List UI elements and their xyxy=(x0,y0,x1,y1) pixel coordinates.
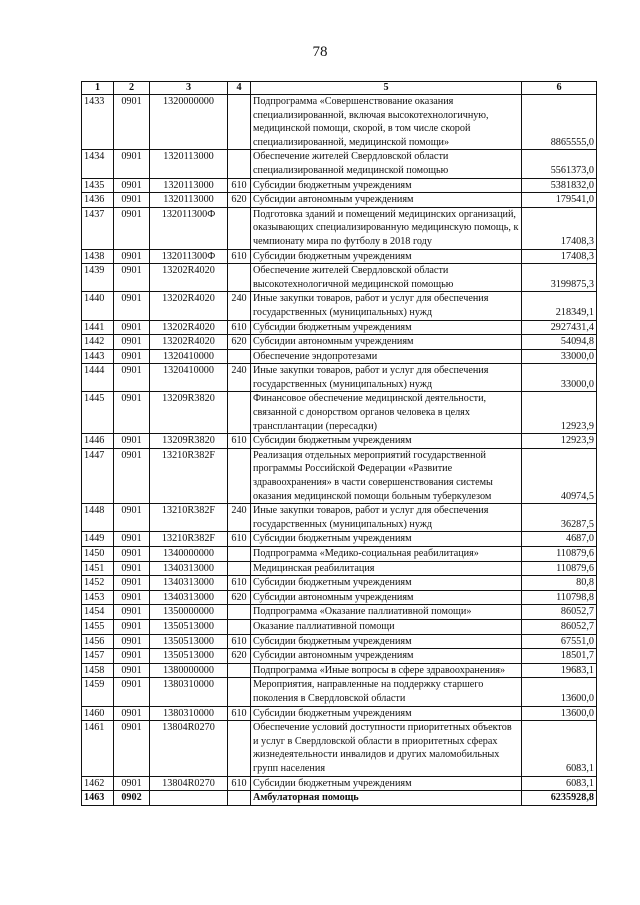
target-code-cell: 1350513000 xyxy=(150,619,228,634)
row-number-cell: 1439 xyxy=(82,264,114,292)
target-code-cell: 13202R4020 xyxy=(150,335,228,350)
target-code-cell: 13210R382F xyxy=(150,448,228,503)
amount-cell: 33000,0 xyxy=(522,364,597,392)
target-code-cell: 13804R0270 xyxy=(150,721,228,776)
row-number-cell: 1434 xyxy=(82,150,114,178)
section-code-cell: 0901 xyxy=(114,576,150,591)
expense-type-cell: 610 xyxy=(228,776,251,791)
amount-cell: 12923,9 xyxy=(522,434,597,449)
target-code-cell: 13209R3820 xyxy=(150,392,228,434)
row-number-cell: 1449 xyxy=(82,532,114,547)
table-row xyxy=(82,663,597,678)
header-cell-3: 3 xyxy=(150,82,228,95)
amount-cell: 33000,0 xyxy=(522,349,597,364)
item-name-cell: Финансовое обеспечение медицинской деятельности, связанной с донорством органов человека в целях трансплантации (пересадки) xyxy=(251,392,522,434)
row-number-cell: 1447 xyxy=(82,448,114,503)
section-code-cell: 0901 xyxy=(114,335,150,350)
section-code-cell: 0901 xyxy=(114,547,150,562)
item-name-cell: Оказание паллиативной помощи xyxy=(251,619,522,634)
item-name-cell: Субсидии бюджетным учреждениям xyxy=(251,576,522,591)
target-code-cell: 1320113000 xyxy=(150,178,228,193)
section-code-cell: 0901 xyxy=(114,619,150,634)
expense-type-cell: 240 xyxy=(228,504,251,532)
item-name-cell: Подпрограмма «Иные вопросы в сфере здравоохранения» xyxy=(251,663,522,678)
table-row xyxy=(82,392,597,434)
expense-type-cell xyxy=(228,264,251,292)
expense-type-cell xyxy=(228,791,251,806)
expense-type-cell xyxy=(228,150,251,178)
amount-cell: 36287,5 xyxy=(522,504,597,532)
expense-type-cell: 620 xyxy=(228,193,251,208)
section-code-cell: 0901 xyxy=(114,504,150,532)
table-row xyxy=(82,434,597,449)
row-number-cell: 1457 xyxy=(82,649,114,664)
row-number-cell: 1459 xyxy=(82,678,114,706)
target-code-cell: 1380310000 xyxy=(150,678,228,706)
row-number-cell: 1456 xyxy=(82,634,114,649)
item-name-cell: Иные закупки товаров, работ и услуг для обеспечения государственных (муниципальных) нужд xyxy=(251,504,522,532)
table-row xyxy=(82,706,597,721)
table-row xyxy=(82,605,597,620)
header-row xyxy=(82,82,597,95)
table-row xyxy=(82,349,597,364)
section-code-cell: 0901 xyxy=(114,663,150,678)
section-code-cell: 0901 xyxy=(114,207,150,249)
row-number-cell: 1452 xyxy=(82,576,114,591)
section-code-cell: 0901 xyxy=(114,590,150,605)
amount-cell: 2927431,4 xyxy=(522,320,597,335)
section-code-cell: 0901 xyxy=(114,448,150,503)
item-name-cell: Медицинская реабилитация xyxy=(251,561,522,576)
item-name-cell: Субсидии автономным учреждениям xyxy=(251,335,522,350)
item-name-cell: Мероприятия, направленные на поддержку старшего поколения в Свердловской области xyxy=(251,678,522,706)
section-code-cell: 0901 xyxy=(114,678,150,706)
amount-cell: 13600,0 xyxy=(522,706,597,721)
row-number-cell: 1451 xyxy=(82,561,114,576)
amount-cell: 17408,3 xyxy=(522,207,597,249)
expense-type-cell xyxy=(228,547,251,562)
amount-cell: 218349,1 xyxy=(522,292,597,320)
row-number-cell: 1436 xyxy=(82,193,114,208)
section-code-cell: 0901 xyxy=(114,634,150,649)
table-row xyxy=(82,776,597,791)
expense-type-cell: 610 xyxy=(228,532,251,547)
table-row xyxy=(82,619,597,634)
section-code-cell: 0901 xyxy=(114,649,150,664)
table-row xyxy=(82,292,597,320)
item-name-cell: Субсидии автономным учреждениям xyxy=(251,590,522,605)
section-code-cell: 0901 xyxy=(114,434,150,449)
section-code-cell: 0901 xyxy=(114,392,150,434)
amount-cell: 86052,7 xyxy=(522,619,597,634)
table-row xyxy=(82,320,597,335)
expense-type-cell: 240 xyxy=(228,364,251,392)
target-code-cell: 13804R0270 xyxy=(150,776,228,791)
row-number-cell: 1448 xyxy=(82,504,114,532)
row-number-cell: 1442 xyxy=(82,335,114,350)
target-code-cell: 13202R4020 xyxy=(150,320,228,335)
table-row xyxy=(82,178,597,193)
target-code-cell: 1320113000 xyxy=(150,193,228,208)
row-number-cell: 1435 xyxy=(82,178,114,193)
section-code-cell: 0901 xyxy=(114,150,150,178)
row-number-cell: 1438 xyxy=(82,249,114,264)
target-code-cell: 1340313000 xyxy=(150,561,228,576)
page-number: 78 xyxy=(312,44,328,60)
section-code-cell: 0901 xyxy=(114,605,150,620)
header-cell-1: 1 xyxy=(82,82,114,95)
row-number-cell: 1458 xyxy=(82,663,114,678)
target-code-cell: 13210R382F xyxy=(150,532,228,547)
row-number-cell: 1445 xyxy=(82,392,114,434)
header-cell-6: 6 xyxy=(522,82,597,95)
amount-cell: 13600,0 xyxy=(522,678,597,706)
amount-cell: 67551,0 xyxy=(522,634,597,649)
item-name-cell: Субсидии автономным учреждениям xyxy=(251,649,522,664)
row-number-cell: 1443 xyxy=(82,349,114,364)
table-row xyxy=(82,547,597,562)
target-code-cell: 1350513000 xyxy=(150,649,228,664)
section-code-cell: 0901 xyxy=(114,249,150,264)
row-number-cell: 1444 xyxy=(82,364,114,392)
item-name-cell: Подпрограмма «Совершенствование оказания специализированной, включая высокотехнологичную, медицинской помощи, скорой, в том числе скорой специализированной, медицинской помощи» xyxy=(251,95,522,150)
target-code-cell: 1340000000 xyxy=(150,547,228,562)
table-row xyxy=(82,634,597,649)
item-name-cell: Обеспечение жителей Свердловской области специализированной медицинской помощью xyxy=(251,150,522,178)
expense-type-cell xyxy=(228,207,251,249)
expense-type-cell: 610 xyxy=(228,576,251,591)
amount-cell: 6083,1 xyxy=(522,721,597,776)
table-row xyxy=(82,561,597,576)
table-row xyxy=(82,95,597,150)
target-code-cell: 132011300Ф xyxy=(150,249,228,264)
header-cell-5: 5 xyxy=(251,82,522,95)
section-code-cell: 0901 xyxy=(114,178,150,193)
amount-cell: 5561373,0 xyxy=(522,150,597,178)
row-number-cell: 1441 xyxy=(82,320,114,335)
item-name-cell: Субсидии бюджетным учреждениям xyxy=(251,249,522,264)
expense-type-cell xyxy=(228,663,251,678)
target-code-cell: 13202R4020 xyxy=(150,264,228,292)
section-code-cell: 0901 xyxy=(114,776,150,791)
item-name-cell: Обеспечение условий доступности приоритетных объектов и услуг в Свердловской области в приоритетных сферах жизнедеятельности инвалидов и других маломобильных групп населения xyxy=(251,721,522,776)
expense-type-cell xyxy=(228,619,251,634)
table-row xyxy=(82,335,597,350)
table-row xyxy=(82,193,597,208)
target-code-cell: 13210R382F xyxy=(150,504,228,532)
table-row xyxy=(82,504,597,532)
amount-cell: 18501,7 xyxy=(522,649,597,664)
section-code-cell: 0901 xyxy=(114,264,150,292)
target-code-cell: 13202R4020 xyxy=(150,292,228,320)
target-code-cell: 1320410000 xyxy=(150,349,228,364)
amount-cell: 6235928,8 xyxy=(522,791,597,806)
row-number-cell: 1463 xyxy=(82,791,114,806)
amount-cell: 3199875,3 xyxy=(522,264,597,292)
target-code-cell: 1350513000 xyxy=(150,634,228,649)
amount-cell: 80,8 xyxy=(522,576,597,591)
section-code-cell: 0901 xyxy=(114,292,150,320)
table-row xyxy=(82,576,597,591)
item-name-cell: Субсидии бюджетным учреждениям xyxy=(251,532,522,547)
target-code-cell: 1320000000 xyxy=(150,95,228,150)
expense-type-cell xyxy=(228,605,251,620)
row-number-cell: 1433 xyxy=(82,95,114,150)
row-number-cell: 1454 xyxy=(82,605,114,620)
expense-type-cell xyxy=(228,448,251,503)
header-cell-4: 4 xyxy=(228,82,251,95)
amount-cell: 19683,1 xyxy=(522,663,597,678)
expense-type-cell: 610 xyxy=(228,434,251,449)
expense-type-cell: 610 xyxy=(228,320,251,335)
target-code-cell: 1350000000 xyxy=(150,605,228,620)
target-code-cell: 1340313000 xyxy=(150,590,228,605)
amount-cell: 4687,0 xyxy=(522,532,597,547)
target-code-cell: 1320113000 xyxy=(150,150,228,178)
section-code-cell: 0901 xyxy=(114,320,150,335)
expense-type-cell: 620 xyxy=(228,649,251,664)
amount-cell: 179541,0 xyxy=(522,193,597,208)
row-number-cell: 1461 xyxy=(82,721,114,776)
table-row xyxy=(82,264,597,292)
expense-type-cell: 610 xyxy=(228,634,251,649)
expense-type-cell: 610 xyxy=(228,706,251,721)
table-row xyxy=(82,207,597,249)
row-number-cell: 1455 xyxy=(82,619,114,634)
expense-type-cell xyxy=(228,678,251,706)
table-row xyxy=(82,678,597,706)
expense-type-cell xyxy=(228,349,251,364)
budget-table xyxy=(81,81,597,806)
header-cell-2: 2 xyxy=(114,82,150,95)
row-number-cell: 1462 xyxy=(82,776,114,791)
amount-cell: 6083,1 xyxy=(522,776,597,791)
section-code-cell: 0901 xyxy=(114,193,150,208)
item-name-cell: Иные закупки товаров, работ и услуг для обеспечения государственных (муниципальных) нужд xyxy=(251,364,522,392)
amount-cell: 54094,8 xyxy=(522,335,597,350)
target-code-cell xyxy=(150,791,228,806)
section-code-cell: 0901 xyxy=(114,561,150,576)
target-code-cell: 1320410000 xyxy=(150,364,228,392)
target-code-cell: 1340313000 xyxy=(150,576,228,591)
section-code-cell: 0901 xyxy=(114,721,150,776)
section-code-cell: 0901 xyxy=(114,364,150,392)
expense-type-cell: 620 xyxy=(228,590,251,605)
expense-type-cell: 610 xyxy=(228,178,251,193)
item-name-cell: Субсидии бюджетным учреждениям xyxy=(251,776,522,791)
item-name-cell: Подпрограмма «Медико-социальная реабилитация» xyxy=(251,547,522,562)
item-name-cell: Амбулаторная помощь xyxy=(251,791,522,806)
table-row xyxy=(82,721,597,776)
section-code-cell: 0902 xyxy=(114,791,150,806)
row-number-cell: 1453 xyxy=(82,590,114,605)
amount-cell: 86052,7 xyxy=(522,605,597,620)
amount-cell: 5381832,0 xyxy=(522,178,597,193)
target-code-cell: 132011300Ф xyxy=(150,207,228,249)
expense-type-cell xyxy=(228,95,251,150)
item-name-cell: Субсидии автономным учреждениям xyxy=(251,193,522,208)
expense-type-cell: 240 xyxy=(228,292,251,320)
table-row xyxy=(82,150,597,178)
amount-cell: 110879,6 xyxy=(522,547,597,562)
row-number-cell: 1460 xyxy=(82,706,114,721)
row-number-cell: 1437 xyxy=(82,207,114,249)
table-row xyxy=(82,590,597,605)
table-row xyxy=(82,249,597,264)
amount-cell: 12923,9 xyxy=(522,392,597,434)
table-row xyxy=(82,791,597,806)
item-name-cell: Обеспечение жителей Свердловской области высокотехнологичной медицинской помощью xyxy=(251,264,522,292)
table-body xyxy=(82,95,597,806)
amount-cell: 8865555,0 xyxy=(522,95,597,150)
amount-cell: 110879,6 xyxy=(522,561,597,576)
target-code-cell: 1380000000 xyxy=(150,663,228,678)
item-name-cell: Подпрограмма «Оказание паллиативной помощи» xyxy=(251,605,522,620)
expense-type-cell: 620 xyxy=(228,335,251,350)
target-code-cell: 1380310000 xyxy=(150,706,228,721)
expense-type-cell xyxy=(228,561,251,576)
row-number-cell: 1450 xyxy=(82,547,114,562)
section-code-cell: 0901 xyxy=(114,349,150,364)
item-name-cell: Субсидии бюджетным учреждениям xyxy=(251,634,522,649)
amount-cell: 17408,3 xyxy=(522,249,597,264)
item-name-cell: Субсидии бюджетным учреждениям xyxy=(251,434,522,449)
item-name-cell: Субсидии бюджетным учреждениям xyxy=(251,706,522,721)
item-name-cell: Иные закупки товаров, работ и услуг для обеспечения государственных (муниципальных) нужд xyxy=(251,292,522,320)
row-number-cell: 1440 xyxy=(82,292,114,320)
amount-cell: 40974,5 xyxy=(522,448,597,503)
item-name-cell: Реализация отдельных мероприятий государственной программы Российской Федерации «Развитие здравоохранения» в части совершенствования системы оказания медицинской помощи больным туберкулезом xyxy=(251,448,522,503)
table-row xyxy=(82,448,597,503)
row-number-cell: 1446 xyxy=(82,434,114,449)
table-row xyxy=(82,532,597,547)
item-name-cell: Субсидии бюджетным учреждениям xyxy=(251,178,522,193)
item-name-cell: Обеспечение эндопротезами xyxy=(251,349,522,364)
section-code-cell: 0901 xyxy=(114,532,150,547)
expense-type-cell xyxy=(228,721,251,776)
table-row xyxy=(82,364,597,392)
expense-type-cell xyxy=(228,392,251,434)
section-code-cell: 0901 xyxy=(114,95,150,150)
table-row xyxy=(82,649,597,664)
item-name-cell: Субсидии бюджетным учреждениям xyxy=(251,320,522,335)
section-code-cell: 0901 xyxy=(114,706,150,721)
expense-type-cell: 610 xyxy=(228,249,251,264)
target-code-cell: 13209R3820 xyxy=(150,434,228,449)
item-name-cell: Подготовка зданий и помещений медицинских организаций, оказывающих специализированную медицинскую помощь, к чемпионату мира по футболу в 2018 году xyxy=(251,207,522,249)
amount-cell: 110798,8 xyxy=(522,590,597,605)
